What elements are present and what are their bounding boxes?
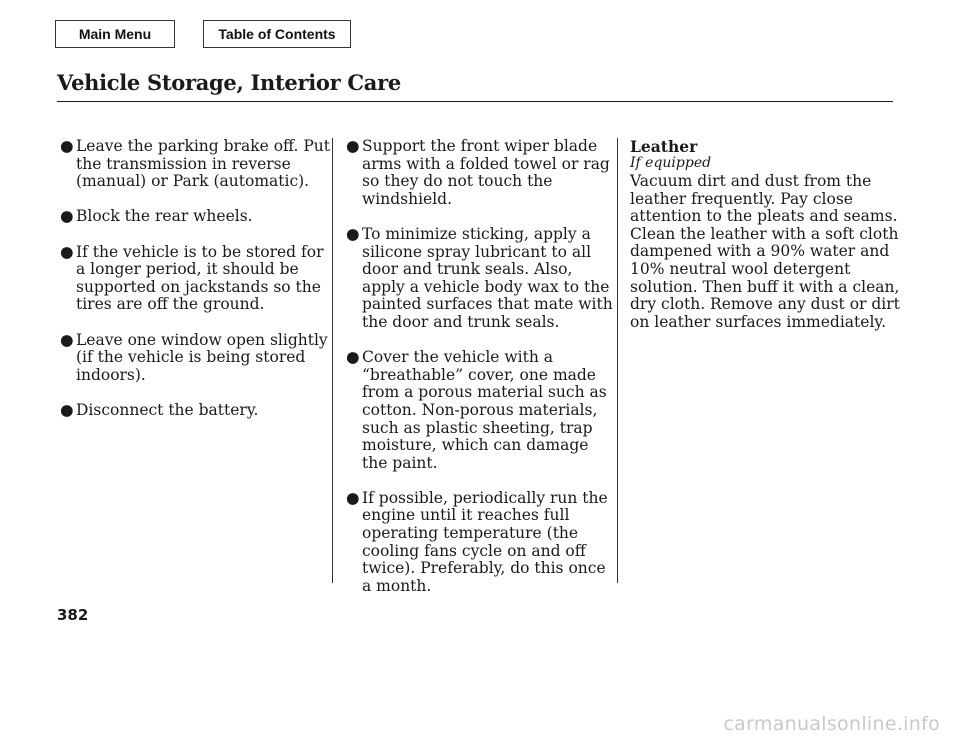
table-of-contents-button[interactable]: Table of Contents	[203, 20, 351, 48]
bullet-icon: ●	[60, 330, 74, 349]
page-number: 382	[57, 606, 89, 624]
bullet-icon: ●	[60, 207, 74, 226]
column-1	[60, 138, 332, 437]
list-item	[346, 490, 614, 596]
leather-body: Vacuum dirt and dust from the leather frequently. Pay close attention to the pleats and seams. Clean the leather with a soft cloth dampened with a 90% water and 10% neutral wool detergent solution. Then buff it with a clean, dry cloth. Remove any dust or dirt on leather surfaces immediately.	[630, 172, 900, 331]
column-2	[346, 138, 614, 613]
list-item-text: Leave the parking brake off. Put the transmission in reverse (manual) or Park (automatic).	[76, 137, 330, 191]
bullet-icon: ●	[60, 242, 74, 261]
bullet-icon: ●	[60, 137, 74, 155]
leather-heading: Leather	[630, 137, 698, 156]
leather-subheading: If equipped	[630, 155, 712, 171]
list-item	[346, 138, 614, 208]
leather-section	[630, 138, 900, 331]
bullet-icon: ●	[346, 488, 360, 507]
list-item-text: Cover the vehicle with a “breathable” cover, one made from a porous material such as cotton. Non-porous materials, such as plastic sheeting, trap moisture, which can damage the paint.	[362, 348, 607, 472]
list-item	[346, 349, 614, 472]
list-item-text: If possible, periodically run the engine until it reaches full operating temperature (the cooling fans cycle on and off twice). Preferably, do this once a month.	[362, 488, 608, 595]
list-item-text: Block the rear wheels.	[76, 207, 253, 226]
list-item	[60, 138, 332, 191]
column-divider	[332, 138, 333, 583]
list-item	[346, 226, 614, 332]
list-item-text: If the vehicle is to be stored for a longer period, it should be supported on jackstands so the tires are off the ground.	[76, 242, 324, 314]
main-menu-button[interactable]: Main Menu	[55, 20, 175, 48]
bullet-icon: ●	[346, 137, 360, 155]
column-divider	[617, 138, 618, 583]
list-item	[60, 244, 332, 314]
list-item-text: Disconnect the battery.	[76, 400, 259, 419]
bullet-icon: ●	[346, 348, 360, 367]
list-item	[60, 208, 332, 226]
title-divider	[57, 101, 893, 102]
watermark: carmanualsonline.info	[723, 713, 940, 735]
bullet-icon: ●	[346, 224, 360, 243]
list-item	[60, 402, 332, 420]
list-item-text: Support the front wiper blade arms with a folded towel or rag so they do not touch the windshield.	[362, 137, 610, 208]
list-item-text: To minimize sticking, apply a silicone spray lubricant to all door and trunk seals. Also, apply a vehicle body wax to the painted surfaces that mate with the door and trunk seals.	[362, 224, 613, 331]
bullet-icon: ●	[60, 400, 74, 419]
list-item	[60, 332, 332, 385]
page-title: Vehicle Storage, Interior Care	[57, 70, 401, 95]
list-item-text: Leave one window open slightly (if the vehicle is being stored indoors).	[76, 330, 328, 384]
